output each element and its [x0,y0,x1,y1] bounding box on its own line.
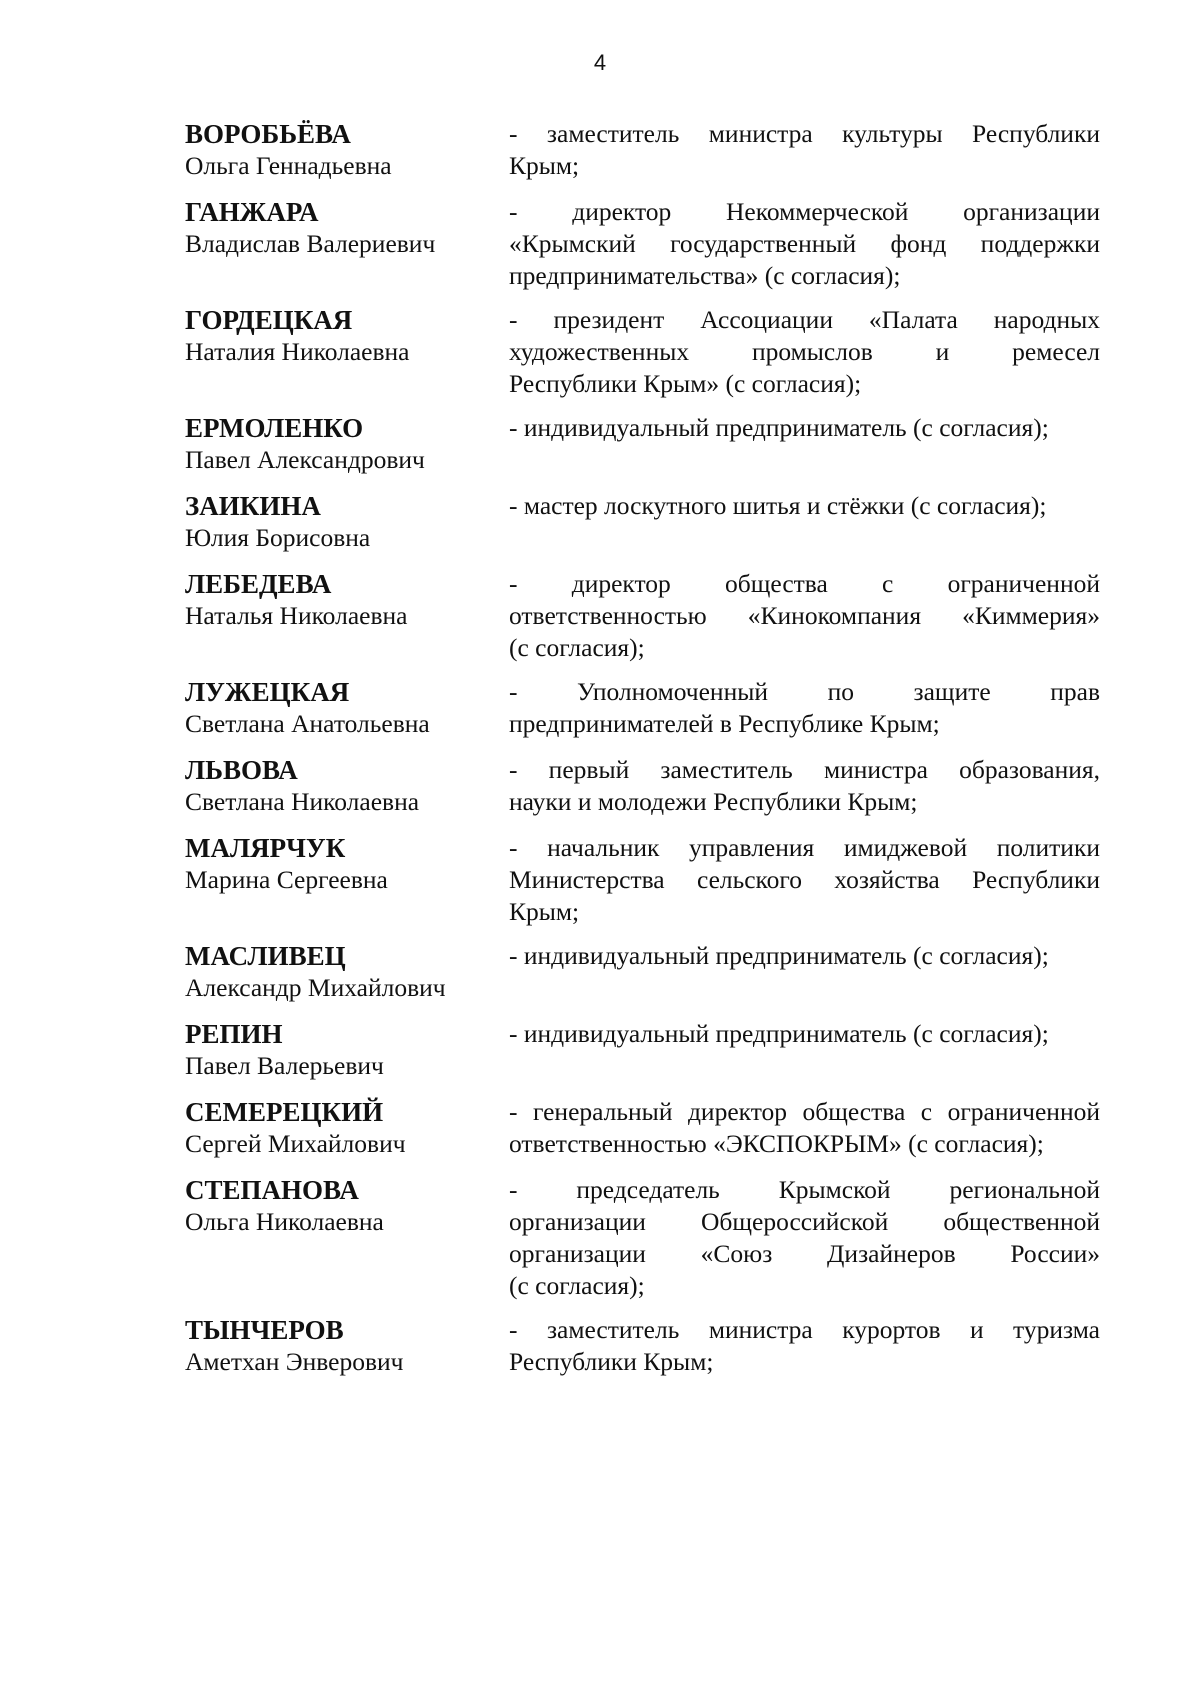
member-name [185,304,505,368]
member-role-line: ответственностью «Кинокомпания «Киммерия» [509,601,1100,630]
member-role-line: науки и молодежи Республики Крым; [509,787,918,816]
member-role-line: организации Общероссийской общественной [509,1207,1100,1236]
member-given-names: Александр Михайлович [185,973,446,1002]
member-role-line: предпринимательства» (с согласия); [509,261,901,290]
member-role-line: Крым; [509,151,580,180]
member-given-names: Наталия Николаевна [185,337,410,366]
member-role-line: - индивидуальный предприниматель (с согласия); [509,1019,1049,1048]
member-role [509,412,1100,444]
member-surname: МАЛЯРЧУК [185,833,346,863]
member-name [185,832,505,896]
member-name [185,568,505,632]
member-name [185,940,505,1004]
member-surname: СЕМЕРЕЦКИЙ [185,1097,384,1127]
member-role-line: - мастер лоскутного шитья и стёжки (с согласия); [509,491,1047,520]
member-surname: ЛЬВОВА [185,755,298,785]
member-role [509,196,1100,292]
member-given-names: Аметхан Энверович [185,1347,404,1376]
member-surname: МАСЛИВЕЦ [185,941,346,971]
member-surname: ЕРМОЛЕНКО [185,413,364,443]
member-name [185,754,505,818]
member-role-line: Республики Крым; [509,1347,714,1376]
page-number: 4 [593,50,607,75]
member-name [185,1018,505,1082]
member-name [185,118,505,182]
member-given-names: Ольга Николаевна [185,1207,384,1236]
member-role-line: - председатель Крымской региональной [509,1175,1100,1204]
member-given-names: Юлия Борисовна [185,523,371,552]
member-role-line: художественных промыслов и ремесел [509,337,1100,366]
member-given-names: Светлана Анатольевна [185,709,430,738]
member-role-line: - первый заместитель министра образования, [509,755,1100,784]
member-role-line: - заместитель министра курортов и туризма [509,1315,1100,1344]
member-given-names: Наталья Николаевна [185,601,408,630]
member-role-line: - президент Ассоциации «Палата народных [509,305,1100,334]
member-given-names: Владислав Валериевич [185,229,436,258]
member-role [509,676,1100,740]
member-name [185,1096,505,1160]
member-surname: РЕПИН [185,1019,283,1049]
member-role [509,568,1100,664]
member-given-names: Светлана Николаевна [185,787,420,816]
member-role [509,1096,1100,1160]
member-surname: ЗАИКИНА [185,491,321,521]
member-role-line: ответственностью «ЭКСПОКРЫМ» (с согласия); [509,1129,1044,1158]
member-role-line: «Крымский государственный фонд поддержки [509,229,1100,258]
member-role-line: Республики Крым» (с согласия); [509,369,862,398]
member-name [185,196,505,260]
member-role-line: - заместитель министра культуры Республики [509,119,1100,148]
member-role-line: Министерства сельского хозяйства Республики [509,865,1100,894]
member-surname: ЛЕБЕДЕВА [185,569,332,599]
member-role [509,490,1100,522]
member-surname: ТЫНЧЕРОВ [185,1315,344,1345]
member-role [509,1314,1100,1378]
member-name [185,490,505,554]
member-role-line: (с согласия); [509,633,645,662]
member-surname: ГАНЖАРА [185,197,319,227]
member-role [509,754,1100,818]
member-role [509,1018,1100,1050]
member-given-names: Павел Александрович [185,445,425,474]
member-role-line: Крым; [509,897,580,926]
member-surname: ГОРДЕЦКАЯ [185,305,353,335]
member-surname: ВОРОБЬЁВА [185,119,351,149]
member-role-line: организации «Союз Дизайнеров России» [509,1239,1100,1268]
member-name [185,412,505,476]
member-role-line: - генеральный директор общества с ограниченной [509,1097,1100,1126]
member-role-line: (с согласия); [509,1271,645,1300]
member-role-line: - начальник управления имиджевой политики [509,833,1100,862]
member-role-line: предпринимателей в Республике Крым; [509,709,940,738]
member-role [509,1174,1100,1302]
member-role [509,832,1100,928]
member-name [185,1174,505,1238]
member-role [509,118,1100,182]
member-given-names: Павел Валерьевич [185,1051,384,1080]
member-given-names: Сергей Михайлович [185,1129,406,1158]
member-role-line: - директор Некоммерческой организации [509,197,1100,226]
member-role-line: - индивидуальный предприниматель (с согласия); [509,941,1049,970]
member-surname: СТЕПАНОВА [185,1175,359,1205]
member-role-line: - Уполномоченный по защите прав [509,677,1100,706]
member-given-names: Марина Сергеевна [185,865,388,894]
member-name [185,1314,505,1378]
member-role-line: - индивидуальный предприниматель (с согласия); [509,413,1049,442]
member-role [509,304,1100,400]
member-role-line: - директор общества с ограниченной [509,569,1100,598]
member-given-names: Ольга Геннадьевна [185,151,392,180]
member-surname: ЛУЖЕЦКАЯ [185,677,350,707]
member-name [185,676,505,740]
member-role [509,940,1100,972]
